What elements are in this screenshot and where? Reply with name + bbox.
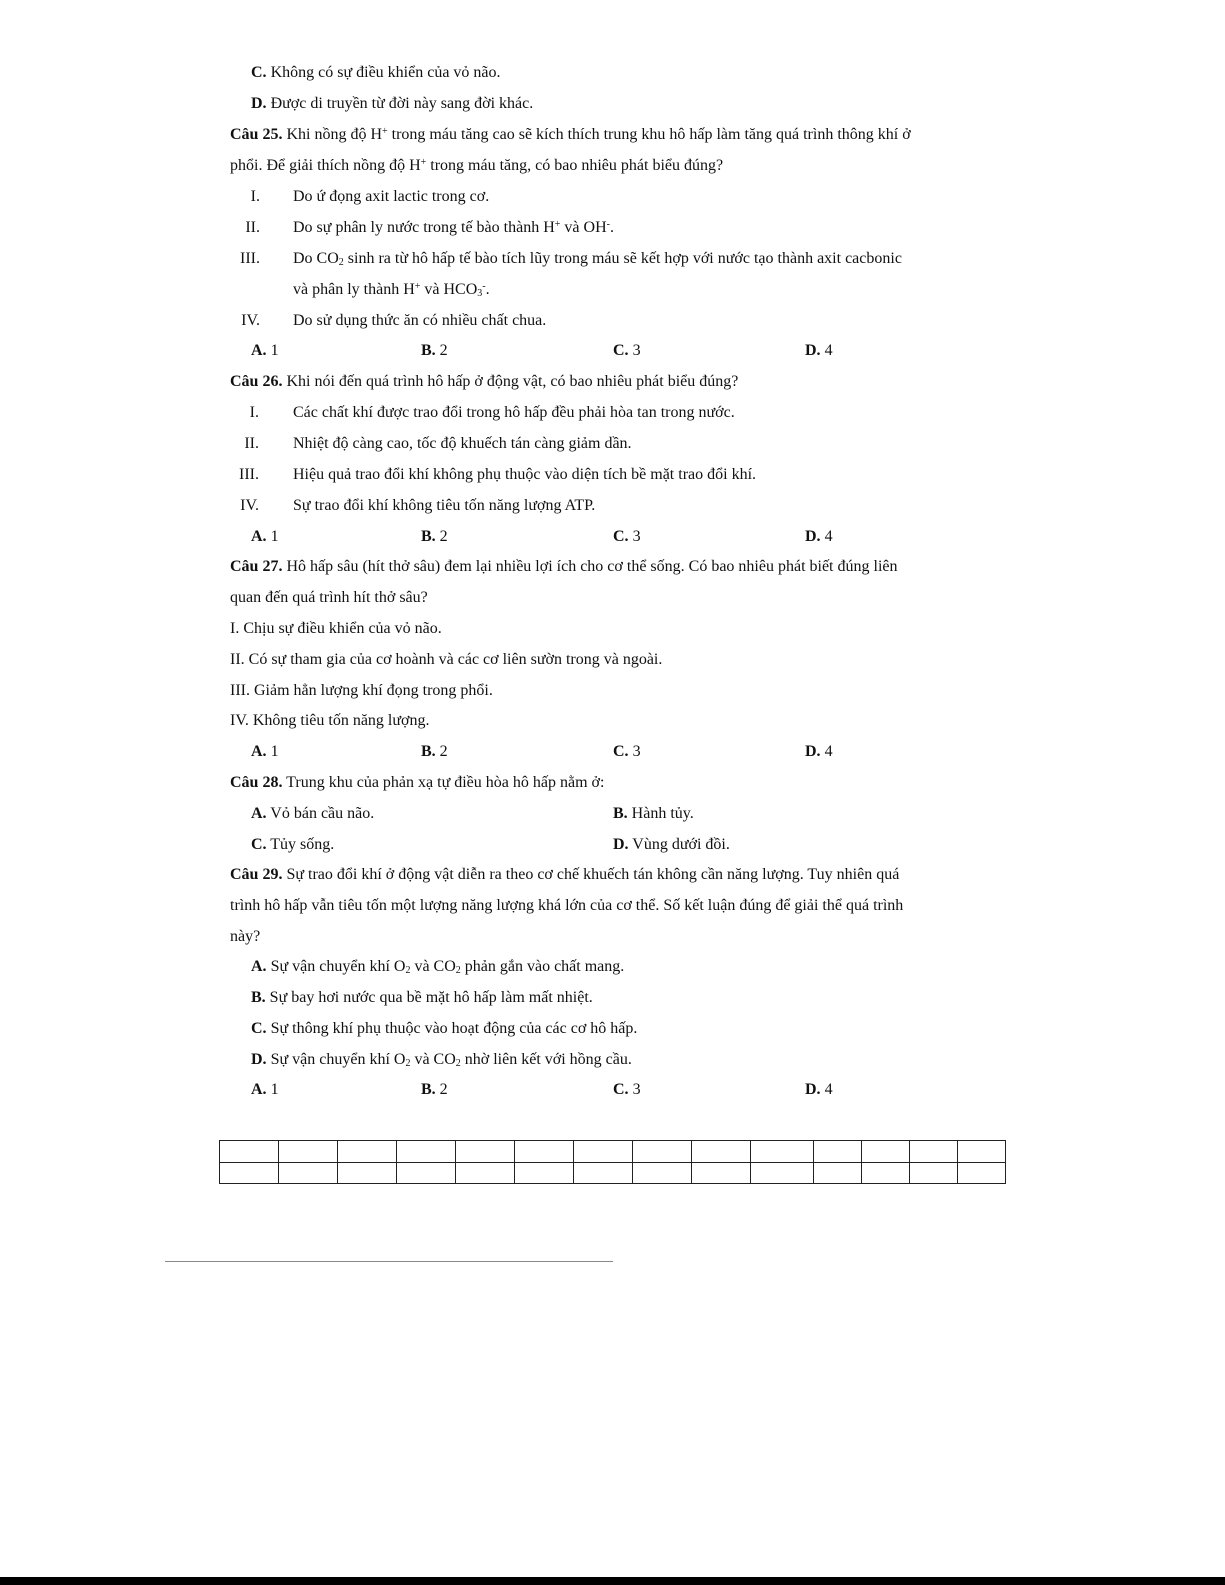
option-letter: A.	[251, 958, 267, 975]
q29-answer-row	[0, 1080, 1225, 1100]
stem-text: Khi nói đến quá trình hô hấp ở động vật, có bao nhiêu phát biểu đúng?	[286, 373, 739, 390]
page-bottom-edge	[0, 1577, 1225, 1585]
grid-cell	[279, 1141, 338, 1163]
question-label: Câu 27.	[230, 558, 283, 575]
statement-number: III.	[239, 466, 259, 483]
option-value: 3	[632, 528, 641, 545]
grid-cell	[515, 1162, 574, 1184]
answer-d	[805, 742, 833, 762]
grid-cell	[574, 1141, 633, 1163]
grid-cell	[574, 1162, 633, 1184]
superscript: -	[482, 281, 486, 292]
grid-cell	[910, 1141, 958, 1163]
q29-option-a	[251, 957, 624, 977]
option-letter: C.	[251, 1020, 267, 1037]
option-letter: C.	[613, 342, 629, 359]
option-letter: D.	[805, 528, 821, 545]
option-value: 3	[632, 743, 641, 760]
stem-text: Khi nồng độ H	[286, 126, 383, 143]
superscript: -	[606, 219, 610, 230]
q28-options-row-1	[0, 804, 1225, 824]
answer-grid-row	[220, 1162, 1006, 1184]
question-label: Câu 28.	[230, 774, 283, 791]
option-letter: D.	[251, 95, 267, 112]
q26-answer-row	[0, 527, 1225, 547]
statement-text: Các chất khí được trao đổi trong hô hấp đều phải hòa tan trong nước.	[293, 404, 735, 421]
grid-cell	[279, 1162, 338, 1184]
option-letter: B.	[613, 805, 628, 822]
answer-c	[251, 835, 334, 855]
stem-text: Sự trao đổi khí ở động vật diễn ra theo cơ chế khuếch tán không cần năng lượng. Tuy nhiên quá	[286, 866, 900, 883]
option-value: 4	[824, 743, 833, 760]
grid-cell	[862, 1141, 910, 1163]
option-letter: B.	[421, 342, 436, 359]
option-text: Sự bay hơi nước qua bề mặt hô hấp làm mất nhiệt.	[269, 989, 593, 1006]
option-letter: C.	[251, 64, 267, 81]
statement-text: Do ứ đọng axit lactic trong cơ.	[293, 188, 490, 205]
q27-statement-1: I. Chịu sự điều khiển của vỏ não.	[230, 620, 442, 637]
q25-answer-row	[0, 341, 1225, 361]
text-run: Sự vận chuyển khí O	[270, 1051, 406, 1068]
text-run: và phân ly thành H	[293, 281, 415, 298]
option-value: 2	[439, 1081, 448, 1098]
q29-stem-line-2: trình hô hấp vẫn tiêu tốn một lượng năng lượng khá lớn của cơ thể. Số kết luận đúng để giải thể quá trình	[230, 897, 904, 914]
q25-statement-3-cont	[293, 280, 490, 300]
answer-b	[421, 527, 448, 547]
text-run: và OH	[564, 219, 607, 236]
option-value: 1	[270, 342, 279, 359]
answer-b	[421, 742, 448, 762]
option-letter: C.	[613, 743, 629, 760]
q29-option-d	[251, 1050, 632, 1070]
q28-options-row-2	[0, 835, 1225, 855]
superscript: +	[420, 157, 427, 168]
option-value: 1	[270, 528, 279, 545]
option-value: 4	[824, 342, 833, 359]
stem-text: Trung khu của phản xạ tự điều hòa hô hấp nằm ở:	[286, 774, 605, 791]
grid-cell	[338, 1162, 397, 1184]
grid-cell	[910, 1162, 958, 1184]
superscript: +	[414, 281, 421, 292]
grid-cell	[692, 1162, 751, 1184]
option-letter: A.	[251, 528, 267, 545]
statement-text	[293, 218, 614, 238]
stem-text: Hô hấp sâu (hít thở sâu) đem lại nhiều lợi ích cho cơ thể sống. Có bao nhiêu phát biết đúng liên	[286, 558, 898, 575]
statement-text: Do sử dụng thức ăn có nhiều chất chua.	[293, 312, 547, 329]
subscript: 3	[477, 288, 483, 299]
answer-b	[421, 1080, 448, 1100]
text-run: .	[485, 281, 490, 298]
text-run: phản gắn vào chất mang.	[460, 958, 625, 975]
option-letter: C.	[613, 528, 629, 545]
subscript: 2	[405, 1058, 411, 1069]
text-run: và CO	[410, 958, 456, 975]
subscript: 2	[405, 965, 411, 976]
statement-number: III.	[240, 250, 260, 267]
grid-cell	[958, 1162, 1006, 1184]
text-run: Sự vận chuyển khí O	[270, 958, 406, 975]
answer-c	[613, 742, 641, 762]
superscript: +	[382, 126, 388, 137]
option-letter: A.	[251, 1081, 267, 1098]
answer-a	[251, 804, 374, 824]
q26-stem	[230, 372, 738, 392]
q27-answer-row	[0, 742, 1225, 762]
grid-cell	[397, 1162, 456, 1184]
option-letter: B.	[421, 1081, 436, 1098]
option-text: Không có sự điều khiển của vỏ não.	[270, 64, 501, 81]
grid-cell	[633, 1162, 692, 1184]
answer-d	[805, 341, 833, 361]
statement-number: II.	[244, 435, 259, 452]
option-letter: C.	[613, 1081, 629, 1098]
grid-cell	[633, 1141, 692, 1163]
option-value: 2	[439, 743, 448, 760]
text-run: và HCO	[424, 281, 478, 298]
text-run: .	[609, 219, 614, 236]
question-label: Câu 26.	[230, 373, 283, 390]
statement-text: Nhiệt độ càng cao, tốc độ khuếch tán càng giảm dần.	[293, 435, 632, 452]
option-value: 1	[270, 1081, 279, 1098]
q27-statement-4: IV. Không tiêu tốn năng lượng.	[230, 712, 430, 729]
q24-option-c	[251, 63, 501, 83]
option-value: 3	[632, 342, 641, 359]
q25-stem-line-1	[230, 125, 911, 145]
answer-a	[251, 341, 279, 361]
answer-d	[613, 835, 730, 855]
subscript: 2	[455, 965, 461, 976]
statement-text: Sự trao đổi khí không tiêu tốn năng lượng ATP.	[293, 497, 596, 514]
grid-cell	[751, 1162, 814, 1184]
grid-cell	[751, 1141, 814, 1163]
statement-number: II.	[245, 219, 260, 236]
statement-number: IV.	[240, 497, 259, 514]
option-value: 1	[270, 743, 279, 760]
grid-cell	[814, 1141, 862, 1163]
option-letter: D.	[805, 342, 821, 359]
option-letter: C.	[251, 836, 267, 853]
option-letter: D.	[805, 1081, 821, 1098]
option-letter: A.	[251, 342, 267, 359]
stem-text: trong máu tăng, có bao nhiêu phát biểu đúng?	[430, 157, 724, 174]
option-value: 4	[824, 528, 833, 545]
option-letter: B.	[421, 528, 436, 545]
subscript: 2	[338, 257, 344, 268]
option-text: Được di truyền từ đời này sang đời khác.	[270, 95, 534, 112]
answer-a	[251, 1080, 279, 1100]
question-label: Câu 25.	[230, 126, 283, 143]
stem-text: trong máu tăng cao sẽ kích thích trung khu hô hấp làm tăng quá trình thông khí ở	[391, 126, 911, 143]
grid-cell	[692, 1141, 751, 1163]
answer-grid-row	[220, 1141, 1006, 1163]
answer-d	[805, 1080, 833, 1100]
grid-cell	[958, 1141, 1006, 1163]
option-value: 3	[632, 1081, 641, 1098]
option-letter: D.	[251, 1051, 267, 1068]
statement-text	[293, 249, 902, 269]
option-letter: A.	[251, 805, 267, 822]
q27-stem-line-2: quan đến quá trình hít thở sâu?	[230, 589, 428, 606]
option-text: Tủy sống.	[270, 836, 335, 853]
answer-c	[613, 341, 641, 361]
answer-grid	[219, 1140, 1006, 1184]
answer-a	[251, 742, 279, 762]
option-text: Vùng dưới đồi.	[632, 836, 730, 853]
text-run: sinh ra từ hô hấp tế bào tích lũy trong máu sẽ kết hợp với nước tạo thành axit cacbonic	[347, 250, 902, 267]
superscript: +	[554, 219, 561, 230]
q29-stem-line-3: này?	[230, 928, 261, 945]
q25-stem-line-2	[230, 156, 723, 176]
option-text: Vỏ bán cầu não.	[270, 805, 375, 822]
grid-cell	[456, 1141, 515, 1163]
text-run: và CO	[410, 1051, 456, 1068]
statement-text: Hiệu quả trao đổi khí không phụ thuộc vào diện tích bề mặt trao đổi khí.	[293, 466, 757, 483]
option-text: Hành tủy.	[631, 805, 694, 822]
option-letter: B.	[251, 989, 266, 1006]
option-letter: D.	[805, 743, 821, 760]
grid-cell	[814, 1162, 862, 1184]
option-value: 2	[439, 342, 448, 359]
option-text: Sự thông khí phụ thuộc vào hoạt động của các cơ hô hấp.	[270, 1020, 638, 1037]
answer-b	[421, 341, 448, 361]
answer-c	[613, 1080, 641, 1100]
statement-number: IV.	[241, 312, 260, 329]
text-run: nhờ liên kết với hồng cầu.	[460, 1051, 632, 1068]
question-label: Câu 29.	[230, 866, 283, 883]
option-letter: D.	[613, 836, 629, 853]
q29-option-b	[251, 988, 593, 1008]
q24-option-d	[251, 94, 533, 114]
grid-cell	[456, 1162, 515, 1184]
text-run: Do sự phân ly nước trong tế bào thành H	[293, 219, 555, 236]
answer-b	[613, 804, 694, 824]
grid-cell	[515, 1141, 574, 1163]
option-letter: B.	[421, 743, 436, 760]
subscript: 2	[455, 1058, 461, 1069]
statement-number: I.	[250, 188, 260, 205]
q29-option-c	[251, 1019, 637, 1039]
q27-statement-3: III. Giảm hẳn lượng khí đọng trong phổi.	[230, 682, 493, 699]
answer-a	[251, 527, 279, 547]
grid-cell	[220, 1162, 279, 1184]
grid-cell	[397, 1141, 456, 1163]
q28-stem	[230, 773, 604, 793]
option-value: 2	[439, 528, 448, 545]
grid-cell	[862, 1162, 910, 1184]
answer-d	[805, 527, 833, 547]
q27-statement-2: II. Có sự tham gia của cơ hoành và các cơ liên sườn trong và ngoài.	[230, 651, 663, 668]
q29-stem-line-1	[230, 865, 899, 885]
footnote-divider	[165, 1261, 613, 1262]
statement-number: I.	[249, 404, 259, 421]
stem-text: phổi. Để giải thích nồng độ H	[230, 157, 421, 174]
answer-c	[613, 527, 641, 547]
grid-cell	[338, 1141, 397, 1163]
option-value: 4	[824, 1081, 833, 1098]
text-run: Do CO	[293, 250, 339, 267]
q27-stem-line-1	[230, 557, 898, 577]
option-letter: A.	[251, 743, 267, 760]
grid-cell	[220, 1141, 279, 1163]
